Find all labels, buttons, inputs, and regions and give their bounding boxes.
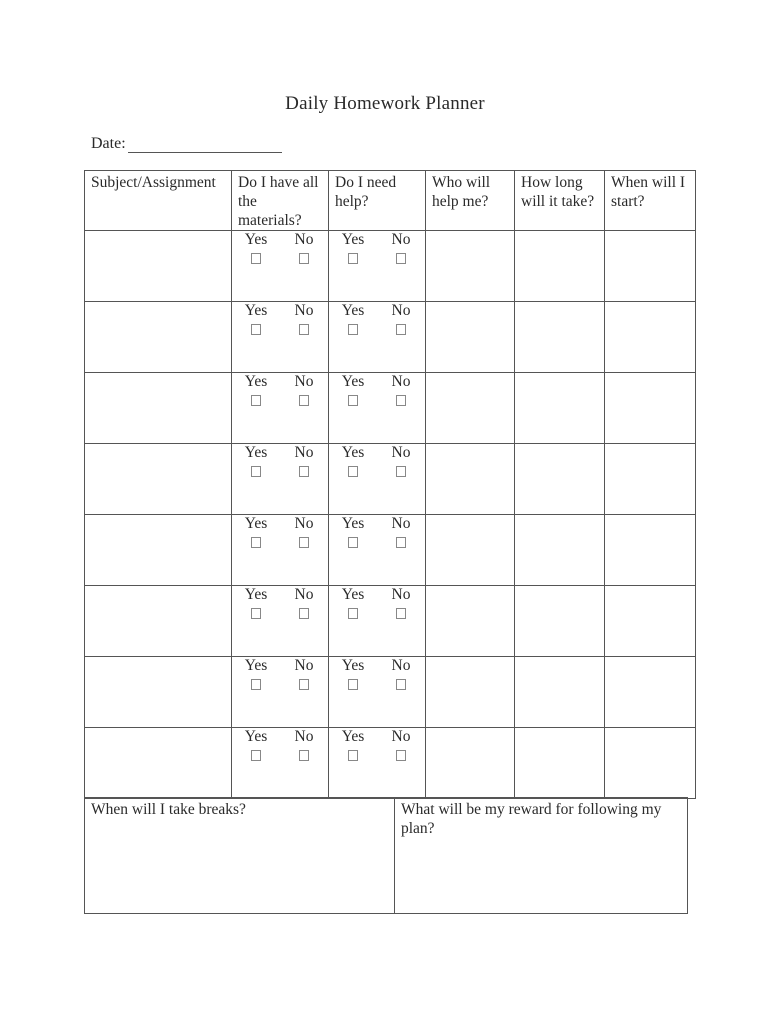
start-cell[interactable] xyxy=(605,586,696,657)
how-long-cell[interactable] xyxy=(515,586,605,657)
help-cell xyxy=(329,586,426,657)
materials-no-checkbox[interactable] xyxy=(299,537,309,548)
help-no xyxy=(377,586,425,624)
materials-cell xyxy=(232,231,329,302)
date-label: Date: xyxy=(91,135,126,152)
how-long-cell[interactable] xyxy=(515,728,605,799)
materials-no-label: No xyxy=(294,444,314,461)
help-no-label: No xyxy=(391,728,411,745)
materials-cell xyxy=(232,728,329,799)
materials-yes-label: Yes xyxy=(244,302,268,319)
header-who: Who will help me? xyxy=(426,171,515,231)
materials-yes-label: Yes xyxy=(244,728,268,745)
planner-row xyxy=(85,728,696,799)
how-long-cell[interactable] xyxy=(515,302,605,373)
help-yes-checkbox[interactable] xyxy=(348,608,358,619)
help-no xyxy=(377,373,425,411)
help-yes-label: Yes xyxy=(341,515,365,532)
help-no-label: No xyxy=(391,586,411,603)
planner-row xyxy=(85,515,696,586)
help-yes-label: Yes xyxy=(341,728,365,745)
help-no xyxy=(377,302,425,340)
help-cell xyxy=(329,373,426,444)
planner-row xyxy=(85,657,696,728)
subject-cell[interactable] xyxy=(85,657,232,728)
help-yes-label: Yes xyxy=(341,231,365,248)
start-cell[interactable] xyxy=(605,657,696,728)
subject-cell[interactable] xyxy=(85,586,232,657)
help-yes xyxy=(329,373,377,411)
help-no-label: No xyxy=(391,657,411,674)
help-yes xyxy=(329,728,377,766)
materials-yes xyxy=(232,444,280,482)
subject-cell[interactable] xyxy=(85,515,232,586)
help-no-checkbox[interactable] xyxy=(396,324,406,335)
reward-label: What will be my reward for following my plan? xyxy=(401,801,662,837)
subject-cell[interactable] xyxy=(85,373,232,444)
materials-yes-label: Yes xyxy=(244,373,268,390)
start-cell[interactable] xyxy=(605,373,696,444)
materials-yes xyxy=(232,231,280,269)
header-how-long: How long will it take? xyxy=(515,171,605,231)
how-long-cell[interactable] xyxy=(515,373,605,444)
materials-yes-label: Yes xyxy=(244,444,268,461)
who-cell[interactable] xyxy=(426,728,515,799)
materials-no-label: No xyxy=(294,657,314,674)
who-cell[interactable] xyxy=(426,444,515,515)
planner-row xyxy=(85,444,696,515)
materials-yes-checkbox[interactable] xyxy=(251,324,261,335)
materials-no xyxy=(280,728,328,766)
materials-no-checkbox[interactable] xyxy=(299,608,309,619)
planner-row xyxy=(85,373,696,444)
who-cell[interactable] xyxy=(426,373,515,444)
subject-cell[interactable] xyxy=(85,231,232,302)
help-no-checkbox[interactable] xyxy=(396,608,406,619)
materials-cell xyxy=(232,373,329,444)
materials-yes-label: Yes xyxy=(244,231,268,248)
help-yes-label: Yes xyxy=(341,444,365,461)
date-field[interactable] xyxy=(128,137,282,153)
materials-cell xyxy=(232,586,329,657)
header-help: Do I need help? xyxy=(329,171,426,231)
materials-no-label: No xyxy=(294,373,314,390)
help-no-checkbox[interactable] xyxy=(396,679,406,690)
materials-no-checkbox[interactable] xyxy=(299,750,309,761)
materials-yes-checkbox[interactable] xyxy=(251,253,261,264)
help-no-label: No xyxy=(391,302,411,319)
materials-yes-checkbox[interactable] xyxy=(251,608,261,619)
materials-yes xyxy=(232,586,280,624)
help-yes-checkbox[interactable] xyxy=(348,466,358,477)
help-no-checkbox[interactable] xyxy=(396,537,406,548)
help-cell xyxy=(329,657,426,728)
help-cell xyxy=(329,728,426,799)
materials-no xyxy=(280,231,328,269)
planner-row xyxy=(85,231,696,302)
help-yes xyxy=(329,302,377,340)
date-row xyxy=(91,135,282,153)
materials-no xyxy=(280,444,328,482)
help-no-checkbox[interactable] xyxy=(396,395,406,406)
who-cell[interactable] xyxy=(426,302,515,373)
materials-yes xyxy=(232,373,280,411)
subject-cell[interactable] xyxy=(85,728,232,799)
materials-yes-label: Yes xyxy=(244,515,268,532)
help-yes xyxy=(329,231,377,269)
help-yes-checkbox[interactable] xyxy=(348,537,358,548)
help-no-label: No xyxy=(391,444,411,461)
materials-no-checkbox[interactable] xyxy=(299,466,309,477)
materials-yes xyxy=(232,728,280,766)
how-long-cell[interactable] xyxy=(515,515,605,586)
subject-cell[interactable] xyxy=(85,302,232,373)
breaks-cell[interactable] xyxy=(85,798,395,914)
who-cell[interactable] xyxy=(426,657,515,728)
materials-no-label: No xyxy=(294,231,314,248)
help-yes-checkbox[interactable] xyxy=(348,750,358,761)
materials-cell xyxy=(232,302,329,373)
materials-cell xyxy=(232,515,329,586)
materials-no-checkbox[interactable] xyxy=(299,679,309,690)
subject-cell[interactable] xyxy=(85,444,232,515)
bottom-table xyxy=(84,797,688,914)
help-yes xyxy=(329,444,377,482)
header-materials: Do I have all the materials? xyxy=(232,171,329,231)
materials-no-label: No xyxy=(294,515,314,532)
help-cell xyxy=(329,515,426,586)
materials-yes-label: Yes xyxy=(244,586,268,603)
materials-yes-checkbox[interactable] xyxy=(251,750,261,761)
materials-yes-checkbox[interactable] xyxy=(251,679,261,690)
materials-yes xyxy=(232,302,280,340)
how-long-cell[interactable] xyxy=(515,657,605,728)
help-cell xyxy=(329,302,426,373)
help-yes xyxy=(329,515,377,553)
page-title: Daily Homework Planner xyxy=(285,93,485,114)
reward-cell[interactable] xyxy=(395,798,688,914)
start-cell[interactable] xyxy=(605,302,696,373)
materials-no xyxy=(280,373,328,411)
materials-yes-checkbox[interactable] xyxy=(251,466,261,477)
materials-yes-label: Yes xyxy=(244,657,268,674)
materials-cell xyxy=(232,444,329,515)
planner-table xyxy=(84,170,696,799)
help-no-label: No xyxy=(391,515,411,532)
help-no-checkbox[interactable] xyxy=(396,466,406,477)
header-subject: Subject/Assignment xyxy=(85,171,232,231)
breaks-label: When will I take breaks? xyxy=(91,801,246,818)
materials-no xyxy=(280,586,328,624)
help-yes-checkbox[interactable] xyxy=(348,679,358,690)
help-yes-label: Yes xyxy=(341,373,365,390)
planner-row xyxy=(85,586,696,657)
who-cell[interactable] xyxy=(426,231,515,302)
help-no-label: No xyxy=(391,373,411,390)
who-cell[interactable] xyxy=(426,586,515,657)
help-no xyxy=(377,515,425,553)
start-cell[interactable] xyxy=(605,515,696,586)
materials-no-label: No xyxy=(294,302,314,319)
materials-yes-checkbox[interactable] xyxy=(251,395,261,406)
help-no xyxy=(377,728,425,766)
materials-cell xyxy=(232,657,329,728)
help-no xyxy=(377,444,425,482)
materials-no-checkbox[interactable] xyxy=(299,324,309,335)
help-no-checkbox[interactable] xyxy=(396,253,406,264)
help-yes-label: Yes xyxy=(341,657,365,674)
help-no xyxy=(377,657,425,695)
help-yes-checkbox[interactable] xyxy=(348,395,358,406)
materials-no xyxy=(280,515,328,553)
materials-no-label: No xyxy=(294,728,314,745)
start-cell[interactable] xyxy=(605,728,696,799)
help-no xyxy=(377,231,425,269)
materials-no-label: No xyxy=(294,586,314,603)
materials-yes xyxy=(232,657,280,695)
help-yes-label: Yes xyxy=(341,302,365,319)
help-yes xyxy=(329,657,377,695)
help-yes-label: Yes xyxy=(341,586,365,603)
start-cell[interactable] xyxy=(605,444,696,515)
materials-yes-checkbox[interactable] xyxy=(251,537,261,548)
help-cell xyxy=(329,444,426,515)
how-long-cell[interactable] xyxy=(515,231,605,302)
planner-row xyxy=(85,302,696,373)
materials-no-checkbox[interactable] xyxy=(299,253,309,264)
help-yes xyxy=(329,586,377,624)
materials-no xyxy=(280,302,328,340)
materials-no-checkbox[interactable] xyxy=(299,395,309,406)
materials-no xyxy=(280,657,328,695)
help-no-checkbox[interactable] xyxy=(396,750,406,761)
help-cell xyxy=(329,231,426,302)
help-yes-checkbox[interactable] xyxy=(348,324,358,335)
start-cell[interactable] xyxy=(605,231,696,302)
how-long-cell[interactable] xyxy=(515,444,605,515)
help-yes-checkbox[interactable] xyxy=(348,253,358,264)
materials-yes xyxy=(232,515,280,553)
help-no-label: No xyxy=(391,231,411,248)
header-start: When will I start? xyxy=(605,171,696,231)
who-cell[interactable] xyxy=(426,515,515,586)
